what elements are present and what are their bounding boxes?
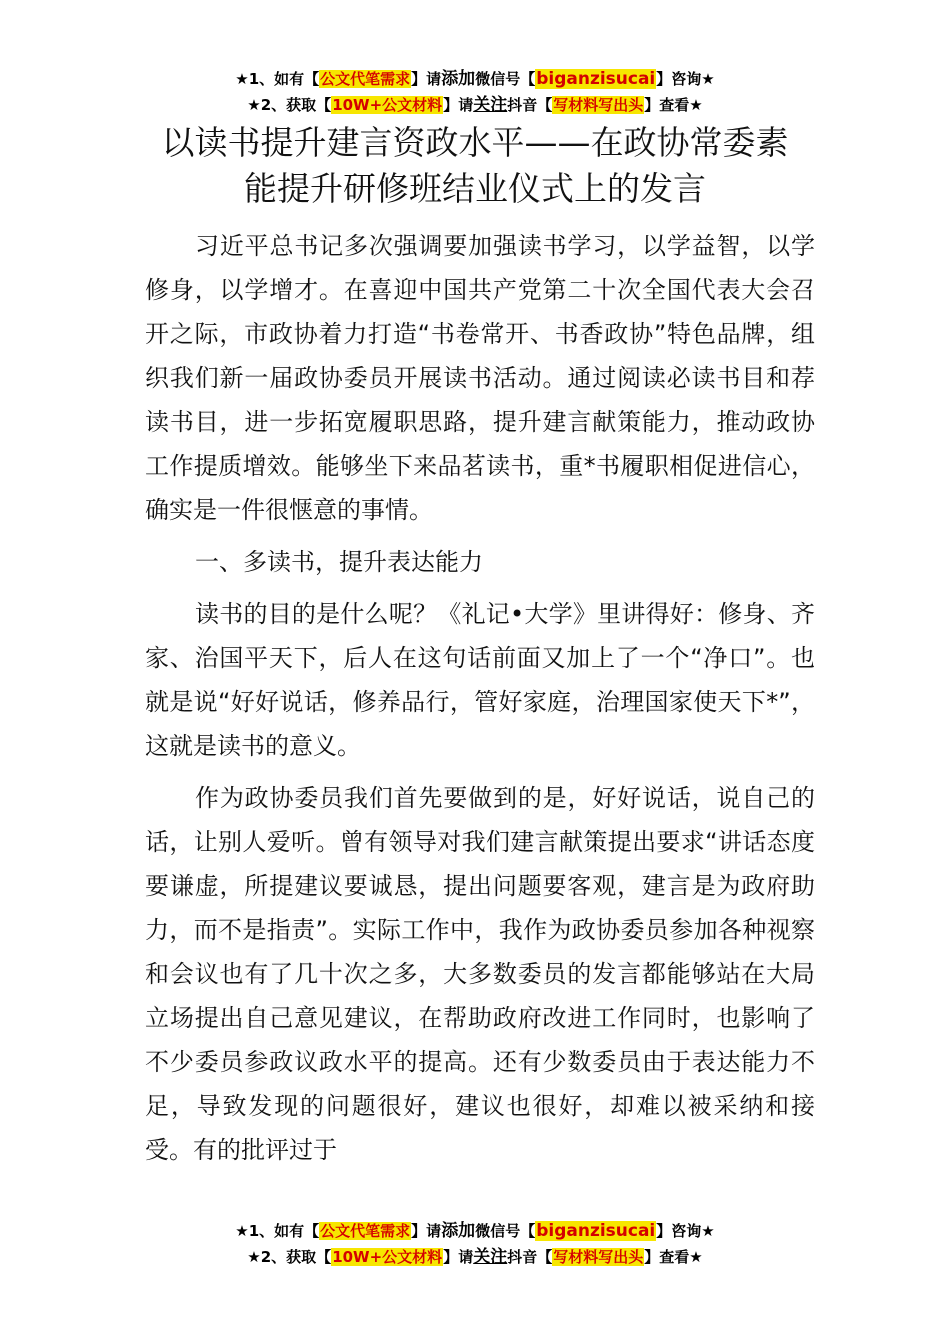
wechat-id: biganzisucai [536, 1221, 656, 1241]
title-line-2: 能提升研修班结业仪式上的发言 [244, 169, 706, 208]
promo-highlight: 10W+公文材料 [332, 1248, 443, 1266]
promo-line-1: ★1、如有【公文代笔需求】请添加微信号【biganzisucai】咨询★ [235, 69, 715, 89]
paragraph: 习近平总书记多次强调要加强读书学习，以学益智，以学修身，以学增才。在喜迎中国共产党第二十次全国代表大会召开之际，市政协着力打造“书卷常开、书香政协”特色品牌，组织我们新一届政协委员开展读书活动。通过阅读必读书目和荐读书目，进一步拓宽履职思路，提升建言献策能力，推动政协工作提质增效。能够坐下来品茗读书，重*书履职相促进信心，确实是一件很惬意的事情。 [145, 232, 815, 524]
document-title [120, 120, 830, 212]
paragraph: 作为政协委员我们首先要做到的是，好好说话，说自己的话，让别人爱听。曾有领导对我们建言献策提出要求“讲话态度要谦虚，所提建议要诚恳，提出问题要客观，建言是为政府助力，而不是指责”。实际工作中，我作为政协委员参加各种视察和会议也有了几十次之多，大多数委员的发言都能够站在大局立场提出自己意见建议，在帮助政府改进工作同时，也影响了不少委员参政议政水平的提高。还有少数委员由于表达能力不足，导致发现的问题很好，建议也很好，却难以被采纳和接受。有的批评过于 [145, 784, 815, 1164]
douyin-id: 写材料写出头 [553, 1248, 644, 1266]
paragraph: 读书的目的是什么呢？《礼记•大学》里讲得好：修身、齐家、治国平天下，后人在这句话前面又加上了一个“净口”。也就是说“好好说话，修养品行，管好家庭，治理国家使天下*”，这就是读书的意义。 [145, 600, 815, 760]
document-body [145, 224, 815, 1180]
promo-line-2: ★2、获取【10W+公文材料】请关注抖音【写材料写出头】查看★ [247, 1247, 703, 1267]
promo-line-1: ★1、如有【公文代笔需求】请添加微信号【biganzisucai】咨询★ [235, 1221, 715, 1241]
promo-highlight: 10W+公文材料 [332, 96, 443, 114]
title-line-1: 以读书提升建言资政水平——在政协常委素 [161, 123, 789, 162]
section-heading: 一、多读书，提升表达能力 [195, 548, 483, 576]
douyin-id: 写材料写出头 [553, 96, 644, 114]
top-promo-banner [0, 66, 950, 118]
bottom-promo-banner [0, 1218, 950, 1270]
promo-line-2: ★2、获取【10W+公文材料】请关注抖音【写材料写出头】查看★ [247, 95, 703, 115]
promo-highlight: 公文代笔需求 [320, 70, 411, 88]
wechat-id: biganzisucai [536, 69, 656, 89]
promo-highlight: 公文代笔需求 [320, 1222, 411, 1240]
